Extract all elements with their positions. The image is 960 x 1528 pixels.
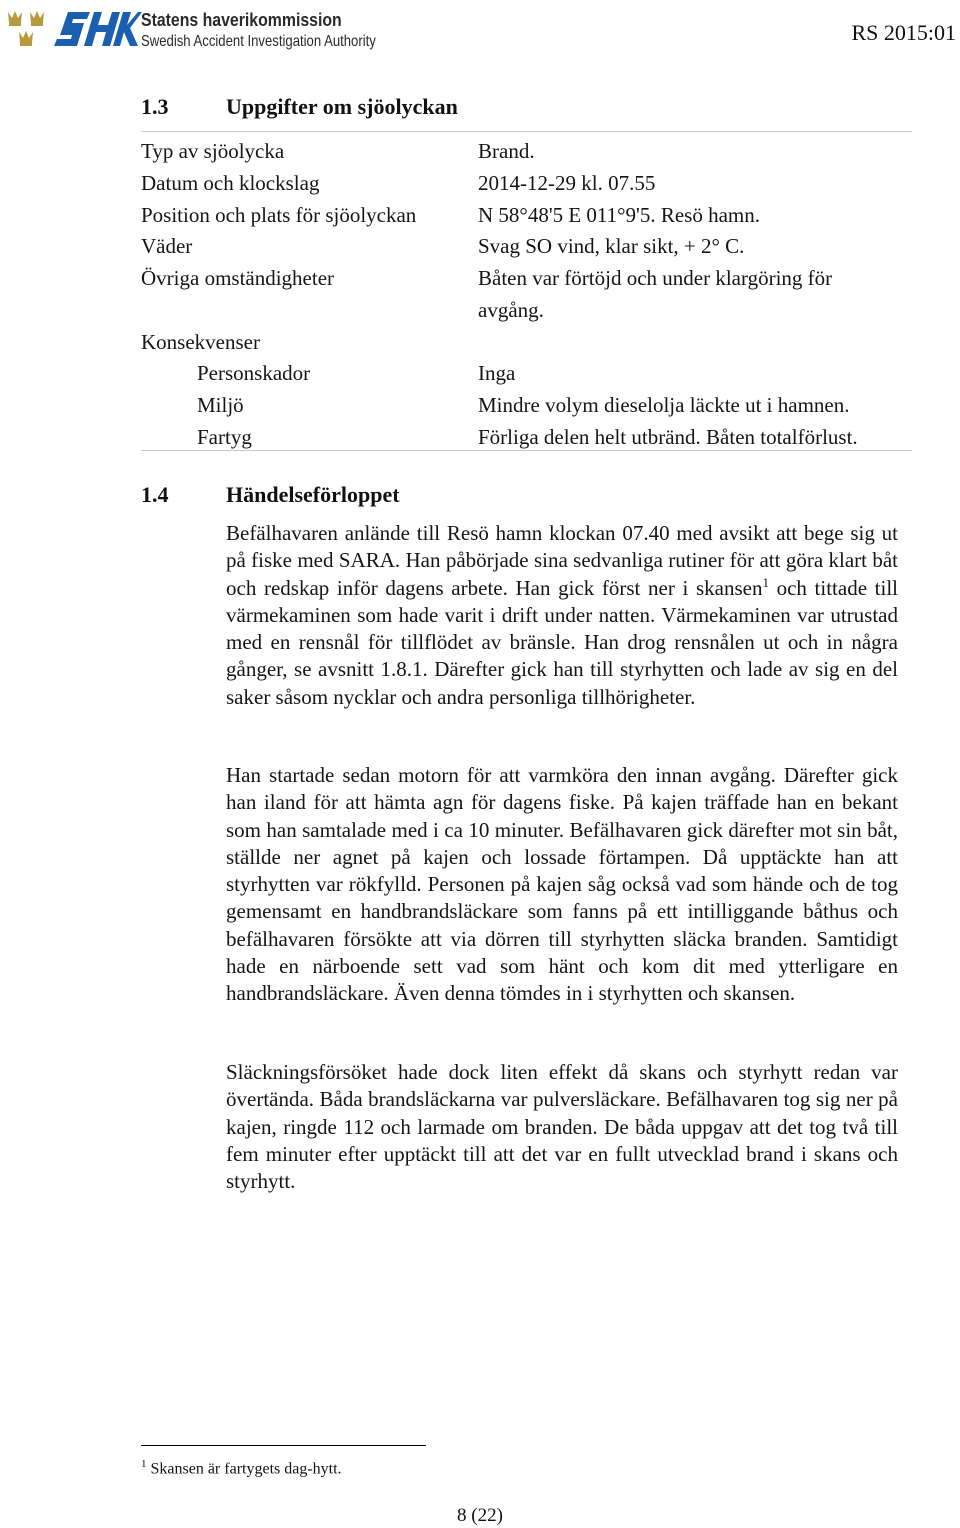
paragraph-1-part-a: Befälhavaren anlände till Resö hamn klockan 07.40 med avsikt att bege sig ut på fiske med SARA. Han påbörjade sina sedvanliga rutiner för att göra klart båt och redskap inför dagens arbete. Han gick först ner i skansen <box>226 521 898 600</box>
row-value-circumstances-cont: avgång. <box>478 298 544 322</box>
section-14-title: Händelseförloppet <box>226 482 400 507</box>
section-13-title: Uppgifter om sjöolyckan <box>226 94 458 119</box>
row-label-weather: Väder <box>141 234 193 258</box>
row-value-weather: Svag SO vind, klar sikt, + 2° C. <box>478 234 745 258</box>
row-label-consequences: Konsekvenser <box>141 330 260 354</box>
row-label-date: Datum och klockslag <box>141 171 320 195</box>
shk-logo <box>6 6 376 52</box>
paragraph-3: Släckningsförsöket hade dock liten effekt då skans och styrhytt redan var övertända. Båda brandsläckarna var pulversläckare. Befälhavaren tog sig ner på kajen, ringde 112 och larmade om branden. De båda uppgav att det tog två till fem minuter efter upptäckt till att det var en fullt utvecklad brand i skans och styrhytt. <box>226 1060 898 1194</box>
three-crowns-icon <box>6 8 50 50</box>
paragraph-1-part-b: och tittade till värmekaminen som hade varit i drift under natten. Värmekaminen var utrustad med en rensnål för tillflödet av bränsle. Han drog rensnålen ut och in några gånger, se avsnitt 1.8.1. Därefter gick han till styrhytten och lade av sig en del saker såsom nycklar och andra personliga tillhörigheter. <box>226 575 899 709</box>
footnote <box>141 1458 342 1478</box>
row-label-injuries: Personskador <box>197 361 311 385</box>
row-label-vessel: Fartyg <box>197 425 252 449</box>
paragraph-1 <box>226 520 898 711</box>
shk-wordmark-icon <box>50 6 142 52</box>
row-value-circumstances: Båten var förtöjd och under klargöring för <box>478 266 833 290</box>
row-value-environment: Mindre volym dieselolja läckte ut i hamnen. <box>478 393 850 417</box>
row-label-type: Typ av sjöolycka <box>141 139 285 163</box>
page-number: 8 (22) <box>457 1505 503 1526</box>
row-value-vessel: Förliga delen helt utbränd. Båten totalförlust. <box>478 425 858 449</box>
report-id: RS 2015:01 <box>851 20 956 45</box>
section-14-number: 1.4 <box>141 482 169 507</box>
org-name-english: Swedish Accident Investigation Authority <box>141 33 376 50</box>
row-value-position: N 58°48'5 E 011°9'5. Resö hamn. <box>478 203 760 227</box>
row-value-type: Brand. <box>478 139 535 163</box>
org-name: Statens haverikommission <box>141 10 342 30</box>
row-label-circumstances: Övriga omständigheter <box>141 266 335 290</box>
footnote-reference[interactable]: 1 <box>762 574 769 590</box>
section-13-number: 1.3 <box>141 94 169 119</box>
footnote-text: Skansen är fartygets dag-hytt. <box>150 1460 342 1478</box>
table-top-rule <box>141 131 912 132</box>
table-bottom-rule <box>141 450 912 451</box>
row-value-date: 2014-12-29 kl. 07.55 <box>478 171 656 195</box>
row-label-environment: Miljö <box>197 393 244 417</box>
paragraph-2: Han startade sedan motorn för att varmköra den innan avgång. Därefter gick han iland för att hämta agn för dagens fiske. På kajen träffade han en bekant som han samtalade med i ca 10 minuter. Befälhavaren gick därefter mot sin båt, ställde ner agnet på kajen och lossade förtampen. Då upptäckte han att styrhytten var rökfylld. Personen på kajen såg också vad som hände och de tog gemensamt en handbrandsläckare som fanns på ett intilliggande båthus och befälhavaren försökte att via dörren till styrhytten släcka branden. Samtidigt hade en närboende sett vad som hänt och kom dit med ytterligare en handbrandsläckare. Även denna tömdes in i styrhytten och skansen. <box>226 763 898 1006</box>
row-value-injuries: Inga <box>478 361 516 385</box>
footnote-mark: 1 <box>141 1458 147 1470</box>
row-label-position: Position och plats för sjöolyckan <box>141 203 417 227</box>
footnote-rule <box>141 1445 426 1446</box>
